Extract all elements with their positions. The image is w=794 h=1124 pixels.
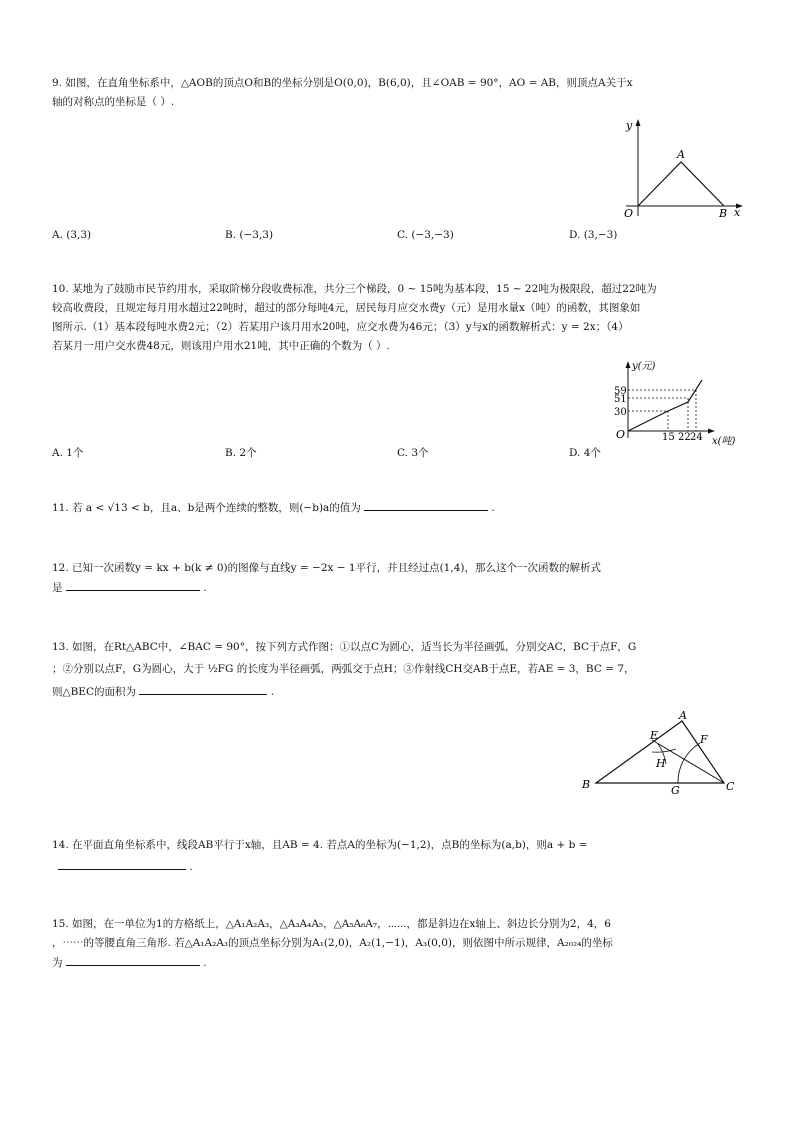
q13-period: .	[270, 686, 275, 698]
q14-line1: 14. 在平面直角坐标系中，线段AB平行于x轴，且AB = 4. 若点A的坐标为(−1,2)，点B的坐标为(a,b)，则a + b =	[52, 839, 588, 851]
q10-line3: 图所示.（1）基本段每吨水费2元；（2）若某用户该月用水20吨，应交水费为46元；（3）y与x的函数解析式：y = 2x；（4）	[52, 321, 629, 333]
q9-option-a[interactable]: A. (3,3)	[52, 229, 92, 241]
q15-line3-prefix: 为	[52, 957, 63, 969]
question-9	[52, 74, 742, 112]
q10-y-tick-59: 59	[614, 386, 627, 397]
q10-x-tick-24: 24	[690, 432, 703, 443]
q13-line2: ；②分别以点F，G为圆心，大于 ½FG 的长度为半径画弧，两弧交于点H；③作射线CH交AB于点E，若AE = 3，BC = 7，	[52, 663, 635, 675]
q12-line2-prefix: 是	[52, 582, 63, 594]
q10-origin: O	[616, 428, 626, 441]
q13-figure	[576, 706, 746, 798]
q9-option-b[interactable]: B. (−3,3)	[225, 229, 274, 241]
q10-graph-line	[628, 380, 702, 431]
q12-period: .	[203, 582, 207, 594]
q13-line1: 13. 如图，在Rt△ABC中，∠BAC = 90°，按下列方式作图：①以点C为圆心，适当长为半径画弧，分别交AC，BC于点F，G	[52, 641, 637, 653]
q9-x-label: x	[734, 206, 741, 219]
q15-answer-blank[interactable]	[66, 953, 200, 966]
question-11	[52, 498, 742, 518]
q9-option-d[interactable]: D. (3,−3)	[569, 229, 618, 241]
q9-y-arrow	[636, 119, 641, 126]
question-15	[52, 915, 742, 973]
q9-triangle	[638, 162, 724, 206]
q15-line2: ，⋯⋯的等腰直角三角形. 若△A₁A₂A₃的顶点坐标分别为A₁(2,0)，A₂(1,−1)，A₃(0,0)，则依图中所示规律，A₂₀₂₄的坐标	[52, 937, 613, 949]
q10-x-tick-15: 15	[662, 432, 675, 443]
q13-point-c: C	[726, 780, 735, 793]
q12-line1: 12. 已知一次函数y = kx + b(k ≠ 0)的图像与直线y = −2x − 1平行，并且经过点(1,4)，那么这个一次函数的解析式	[52, 562, 601, 574]
q9-option-c[interactable]: C. (−3,−3)	[397, 229, 454, 241]
q10-x-arrow	[708, 429, 715, 434]
q9-figure	[612, 116, 746, 224]
q11-answer-blank[interactable]	[364, 498, 488, 511]
q10-y-arrow	[626, 361, 631, 368]
q10-x-label: x(吨)	[712, 436, 736, 447]
q9-point-b: B	[719, 207, 728, 220]
q13-line3-prefix: 则△BEC的面积为	[52, 686, 136, 698]
q10-option-a[interactable]: A. 1个	[52, 447, 84, 459]
q15-period: .	[203, 957, 207, 969]
q13-answer-blank[interactable]	[139, 682, 267, 695]
q12-answer-blank[interactable]	[66, 578, 200, 591]
q15-line1: 15. 如图，在一单位为1的方格纸上，△A₁A₂A₃，△A₃A₄A₅，△A₅A₆A₇，⋯⋯，都是斜边在x轴上、斜边长分别为2，4，6	[52, 918, 611, 930]
q10-y-tick-51: 51	[614, 394, 627, 405]
q14-answer-blank[interactable]	[58, 857, 186, 870]
q10-y-label: y(元)	[632, 361, 656, 372]
q9-point-a: A	[677, 148, 685, 161]
q10-figure	[606, 356, 746, 448]
q13-point-a: A	[679, 709, 687, 722]
q9-line2: 轴的对称点的坐标是（ ）.	[52, 96, 175, 108]
q10-option-c[interactable]: C. 3个	[397, 447, 429, 459]
q13-point-h: H	[656, 757, 666, 770]
q13-point-f: F	[700, 733, 708, 746]
question-12	[52, 559, 742, 598]
question-14	[52, 836, 742, 877]
question-10	[52, 280, 742, 356]
q9-line1: 9. 如图，在直角坐标系中，△AOB的顶点O和B的坐标分别是O(0,0)，B(6,0)，且∠OAB = 90°，AO = AB，则顶点A关于x	[52, 77, 633, 89]
q10-y-tick-30: 30	[614, 407, 627, 418]
q10-option-d[interactable]: D. 4个	[569, 447, 601, 459]
q11-text: 11. 若 a < √13 < b，且a、b是两个连续的整数，则(−b)a的值为	[52, 502, 361, 514]
q14-period: .	[189, 861, 193, 873]
q13-arc-fg	[678, 743, 700, 783]
q10-line1: 10. 某地为了鼓励市民节约用水，采取阶梯分段收费标准，共分三个梯段，0 ~ 15吨为基本段，15 ~ 22吨为极限段，超过22吨为	[52, 283, 657, 295]
q13-point-e: E	[650, 729, 659, 742]
q13-point-b: B	[582, 778, 591, 791]
q9-y-label: y	[626, 119, 633, 132]
q10-x-tick-22: 22	[678, 432, 691, 443]
q13-point-g: G	[671, 784, 680, 797]
question-13	[52, 638, 742, 702]
q9-point-o: O	[624, 207, 634, 220]
q11-period: .	[491, 502, 495, 514]
q10-line4: 若某月一用户交水费48元，则该用户用水21吨，其中正确的个数为（ ）.	[52, 340, 390, 352]
q10-line2: 较高收费段，且规定每月用水超过22吨时，超过的部分每吨4元，居民每月应交水费y（元）是用水量x（吨）的函数，其图象如	[52, 302, 641, 314]
q10-option-b[interactable]: B. 2个	[225, 447, 257, 459]
